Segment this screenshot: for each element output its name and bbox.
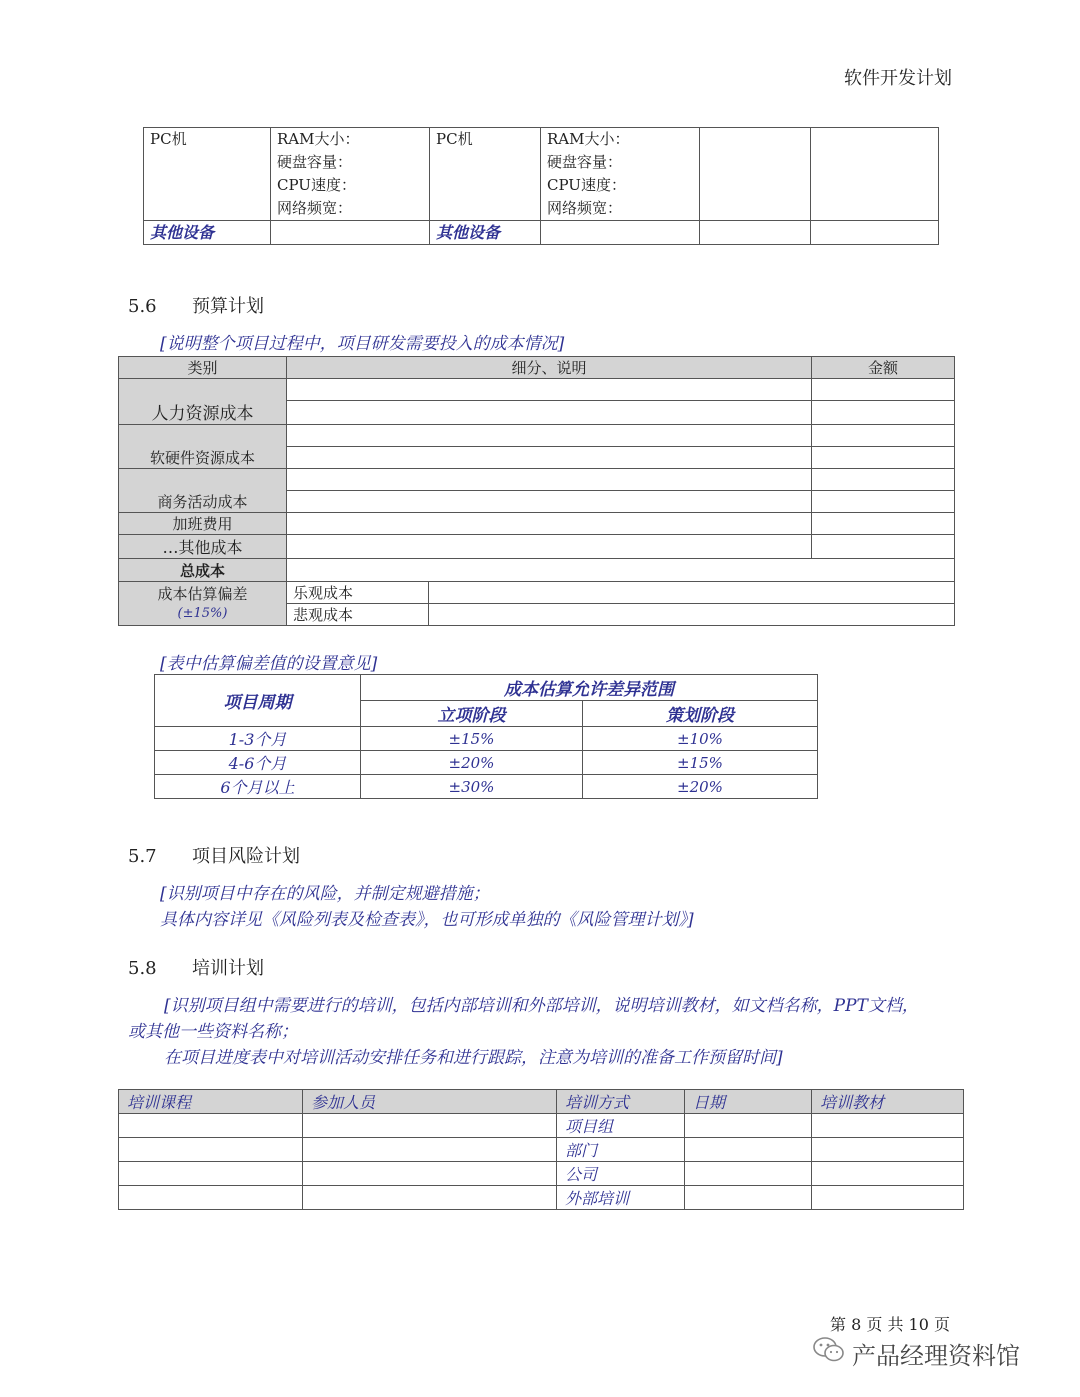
deviation-header-period: 项目周期 bbox=[155, 675, 361, 727]
budget-total-label: 总成本 bbox=[119, 559, 287, 582]
budget-category: 商务活动成本 bbox=[119, 469, 287, 513]
training-cell bbox=[812, 1162, 964, 1186]
budget-cell bbox=[812, 401, 955, 425]
section-number: 5.7 bbox=[128, 846, 157, 867]
spec-line: CPU速度： bbox=[547, 176, 626, 194]
deviation-value: ±20% bbox=[361, 751, 583, 775]
spec-line: 硬盘容量： bbox=[277, 153, 353, 171]
equipment-cell bbox=[811, 128, 939, 221]
equipment-cell bbox=[700, 128, 811, 221]
training-note-line: [识别项目组中需要进行的培训，包括内部培训和外部培训，说明培训教材，如文档名称，PPT文档， bbox=[164, 996, 919, 1016]
budget-category: 软硬件资源成本 bbox=[119, 425, 287, 469]
spec-line: 网络频宽： bbox=[277, 199, 353, 217]
pessimistic-cost-label: 悲观成本 bbox=[287, 604, 429, 626]
equipment-cell bbox=[541, 221, 700, 245]
page-footer: 第 8 页 共 10 页 bbox=[830, 1315, 950, 1334]
deviation-range: (±15%) bbox=[177, 605, 228, 621]
deviation-value: ±10% bbox=[583, 727, 818, 751]
deviation-note: [表中估算偏差值的设置意见] bbox=[160, 654, 378, 674]
training-cell bbox=[303, 1162, 557, 1186]
budget-total-cell bbox=[287, 559, 955, 582]
budget-deviation-label bbox=[119, 582, 287, 626]
budget-cell bbox=[287, 447, 812, 469]
training-header: 培训教材 bbox=[812, 1090, 964, 1114]
document-header-title: 软件开发计划 bbox=[844, 68, 952, 89]
training-cell bbox=[685, 1186, 812, 1210]
budget-cell bbox=[812, 469, 955, 491]
section-heading-5-7 bbox=[128, 842, 300, 868]
spec-line: 硬盘容量： bbox=[547, 153, 623, 171]
training-cell bbox=[685, 1138, 812, 1162]
training-method: 项目组 bbox=[557, 1114, 685, 1138]
budget-cell bbox=[287, 491, 812, 513]
training-note-line: 或其他一些资料名称； bbox=[128, 1022, 298, 1042]
risk-note-line: 具体内容详见《风险列表及检查表》，也可形成单独的《风险管理计划》] bbox=[160, 910, 694, 930]
equipment-cell bbox=[700, 221, 811, 245]
training-cell bbox=[303, 1114, 557, 1138]
training-note-line: 在项目进度表中对培训活动安排任务和进行跟踪，注意为培训的准备工作预留时间] bbox=[164, 1048, 783, 1068]
training-cell bbox=[119, 1162, 303, 1186]
deviation-period: 6个月以上 bbox=[155, 775, 361, 799]
training-table bbox=[118, 1089, 964, 1210]
training-cell bbox=[303, 1186, 557, 1210]
budget-header-detail: 细分、说明 bbox=[287, 357, 812, 379]
deviation-header-stage: 策划阶段 bbox=[583, 701, 818, 727]
budget-header-amount: 金额 bbox=[812, 357, 955, 379]
training-note bbox=[128, 993, 958, 1071]
training-header: 培训课程 bbox=[119, 1090, 303, 1114]
training-cell bbox=[119, 1186, 303, 1210]
equipment-table bbox=[143, 127, 939, 245]
budget-cell bbox=[287, 513, 812, 535]
deviation-period: 4-6个月 bbox=[155, 751, 361, 775]
risk-note bbox=[160, 881, 694, 933]
budget-cell bbox=[287, 401, 812, 425]
budget-table bbox=[118, 356, 955, 626]
spec-line: CPU速度： bbox=[277, 176, 356, 194]
training-header: 日期 bbox=[685, 1090, 812, 1114]
deviation-title: 成本估算偏差 bbox=[157, 584, 248, 603]
budget-cell bbox=[812, 379, 955, 401]
training-cell bbox=[812, 1114, 964, 1138]
budget-cell bbox=[429, 604, 955, 626]
budget-cell bbox=[812, 447, 955, 469]
section-title: 培训计划 bbox=[192, 958, 264, 979]
section-title: 预算计划 bbox=[192, 296, 264, 317]
section-heading-5-6 bbox=[128, 292, 264, 318]
budget-cell bbox=[287, 469, 812, 491]
training-cell bbox=[812, 1186, 964, 1210]
budget-cell bbox=[287, 379, 812, 401]
section-title: 项目风险计划 bbox=[192, 846, 300, 867]
section-number: 5.6 bbox=[128, 296, 157, 317]
deviation-header-range: 成本估算允许差异范围 bbox=[361, 675, 818, 701]
other-equipment-cell: 其他设备 bbox=[430, 221, 541, 245]
watermark bbox=[812, 1335, 1020, 1371]
equipment-cell: PC机 bbox=[144, 128, 271, 221]
budget-cell bbox=[812, 491, 955, 513]
other-equipment-cell: 其他设备 bbox=[144, 221, 271, 245]
budget-header-category: 类别 bbox=[119, 357, 287, 379]
budget-cell bbox=[812, 535, 955, 559]
deviation-value: ±30% bbox=[361, 775, 583, 799]
training-header: 参加人员 bbox=[303, 1090, 557, 1114]
budget-category: 加班费用 bbox=[119, 513, 287, 535]
deviation-table bbox=[154, 674, 818, 799]
deviation-header-stage: 立项阶段 bbox=[361, 701, 583, 727]
optimistic-cost-label: 乐观成本 bbox=[287, 582, 429, 604]
wechat-icon bbox=[812, 1335, 846, 1371]
equipment-cell bbox=[811, 221, 939, 245]
risk-note-line: [识别项目中存在的风险，并制定规避措施； bbox=[160, 884, 490, 904]
training-cell bbox=[812, 1138, 964, 1162]
training-method: 外部培训 bbox=[557, 1186, 685, 1210]
budget-cell bbox=[287, 425, 812, 447]
equipment-cell: PC机 bbox=[430, 128, 541, 221]
training-cell bbox=[119, 1114, 303, 1138]
spec-line: RAM大小： bbox=[547, 130, 630, 148]
deviation-value: ±15% bbox=[583, 751, 818, 775]
equipment-spec-cell bbox=[271, 128, 430, 221]
budget-cell bbox=[812, 425, 955, 447]
training-cell bbox=[685, 1162, 812, 1186]
training-cell bbox=[119, 1138, 303, 1162]
equipment-spec-cell bbox=[541, 128, 700, 221]
watermark-text: 产品经理资料馆 bbox=[852, 1341, 1020, 1370]
training-cell bbox=[303, 1138, 557, 1162]
section-heading-5-8 bbox=[128, 954, 264, 980]
budget-category: 人力资源成本 bbox=[119, 379, 287, 425]
deviation-period: 1-3个月 bbox=[155, 727, 361, 751]
equipment-cell bbox=[271, 221, 430, 245]
deviation-value: ±15% bbox=[361, 727, 583, 751]
budget-cell bbox=[812, 513, 955, 535]
budget-category: …其他成本 bbox=[119, 535, 287, 559]
training-method: 部门 bbox=[557, 1138, 685, 1162]
training-cell bbox=[685, 1114, 812, 1138]
budget-note: [说明整个项目过程中，项目研发需要投入的成本情况] bbox=[160, 334, 565, 354]
budget-cell bbox=[287, 535, 812, 559]
spec-line: RAM大小： bbox=[277, 130, 360, 148]
spec-line: 网络频宽： bbox=[547, 199, 623, 217]
training-method: 公司 bbox=[557, 1162, 685, 1186]
deviation-value: ±20% bbox=[583, 775, 818, 799]
training-header: 培训方式 bbox=[557, 1090, 685, 1114]
section-number: 5.8 bbox=[128, 958, 157, 979]
budget-cell bbox=[429, 582, 955, 604]
